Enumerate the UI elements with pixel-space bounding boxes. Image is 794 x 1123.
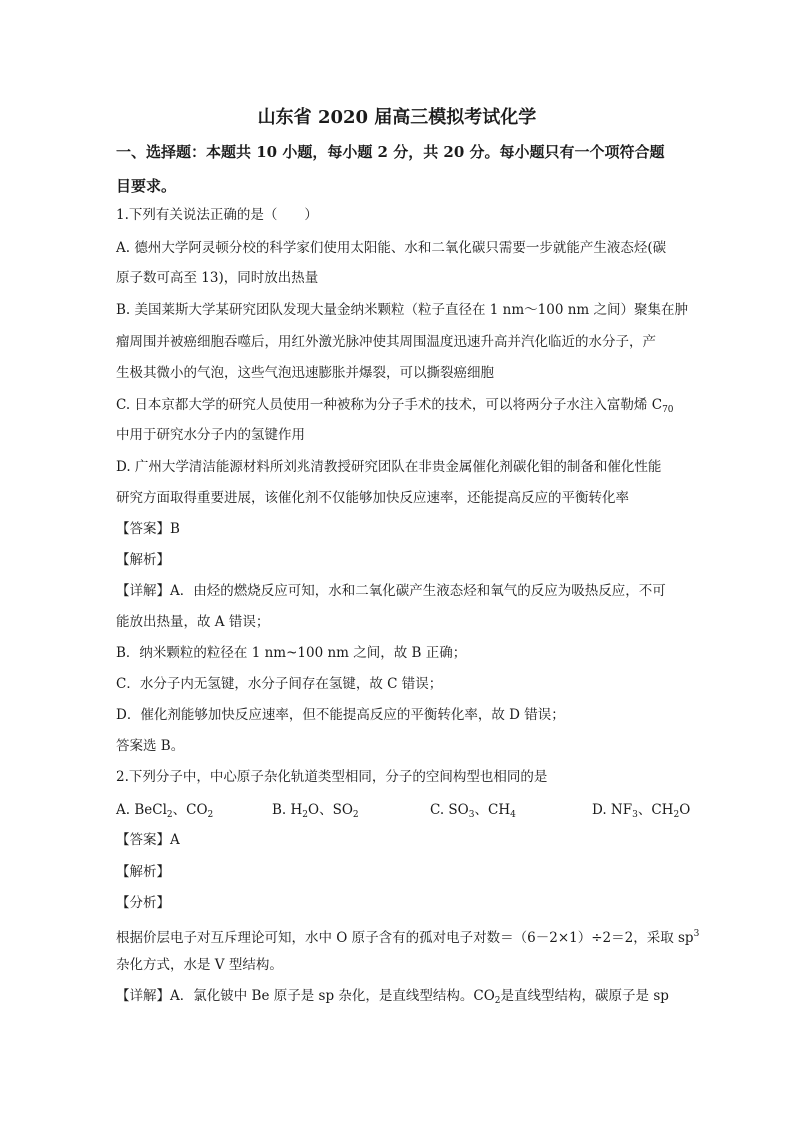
q2-fenxi-heading: 【分析】 <box>116 895 170 911</box>
q1-option-b-line1: B. 美国莱斯大学某研究团队发现大量金纳米颗粒（粒子直径在 1 nm～100 nm 之间）聚集在肿 <box>116 302 689 318</box>
q2-text-line1: 根据价层电子对互斥理论可知，水中 O 原子含有的孤对电子对数＝（6－2×1）÷2＝2，采取 $sp^3$ <box>116 929 700 946</box>
q1-option-c-line1 <box>116 395 682 420</box>
q1-option-a-line1: A. 德州大学阿灵顿分校的科学家们使用太阳能、水和二氧化碳只需要一步就能产生液态烃(碳 <box>116 240 667 256</box>
q1-analysis-heading: 【解析】 <box>116 552 170 568</box>
q1-conclusion: 答案选 B。 <box>116 738 185 754</box>
q2-stem: 2.下列分子中，中心原子杂化轨道类型相同，分子的空间构型也相同的是 <box>116 769 548 785</box>
q1-option-c-text: C. 日本京都大学的研究人员使用一种被称为分子手术的技术，可以将两分子水注入富勒烯 C <box>116 397 663 413</box>
q1-detail-line5: D．催化剂能够加快反应速率，但不能提高反应的平衡转化率，故 D 错误； <box>116 707 565 723</box>
q2-option-a: A. BeCl$_2$、$CO_2$ <box>116 802 214 820</box>
q1-option-d-line2: 研究方面取得重要进展，该催化剂不仅能够加快反应速率，还能提高反应的平衡转化率 <box>116 490 629 506</box>
q1-option-c-line2: 中用于研究水分子内的氢键作用 <box>116 427 305 443</box>
q1-detail-line2: 能放出热量，故 A 错误； <box>116 614 270 630</box>
q2-detail-line1: 【详解】A．氯化铍中 Be 原子是 sp 杂化，是直线型结构。$CO_2$是直线型结构，碳原子是 sp <box>116 988 669 1006</box>
q1-option-d-line1: D. 广州大学清洁能源材料所刘兆清教授研究团队在非贵金属催化剂碳化钼的制备和催化性能 <box>116 459 662 475</box>
q1-option-c-subscript: 70 <box>662 405 674 415</box>
document-title: 山东省 2020 届高三模拟考试化学 <box>257 107 537 128</box>
q1-option-a-line2: 原子数可高至 13)，同时放出热量 <box>116 270 319 286</box>
q1-option-b-line3: 生极其微小的气泡，这些气泡迅速膨胀并爆裂，可以撕裂癌细胞 <box>116 365 494 381</box>
q1-detail-line3: B．纳米颗粒的粒径在 1 nm~100 nm 之间，故 B 正确； <box>116 645 467 661</box>
q2-text-line2: 杂化方式，水是 V 型结构。 <box>116 957 283 973</box>
q1-detail-line1: 【详解】A．由烃的燃烧反应可知，水和二氧化碳产生液态烃和氧气的反应为吸热反应，不可 <box>116 583 666 599</box>
q1-option-b-line2: 瘤周围并被癌细胞吞噬后，用红外激光脉冲使其周围温度迅速升高并汽化临近的水分子，产 <box>116 334 656 350</box>
q2-analysis-heading: 【解析】 <box>116 864 170 880</box>
section-heading-line2: 目要求。 <box>116 177 177 195</box>
q1-stem: 1.下列有关说法正确的是（ ） <box>116 207 318 223</box>
q2-option-c: C. $SO_3$、$CH_4$ <box>430 802 516 820</box>
section-heading-line1: 一、选择题：本题共 10 小题，每小题 2 分，共 20 分。每小题只有一个项符合题 <box>116 143 665 161</box>
q1-answer: 【答案】B <box>116 521 180 537</box>
q2-option-b: B. $H_2O$、$SO_2$ <box>272 802 359 820</box>
q2-superscript: 3 <box>693 929 700 939</box>
q2-option-d: D. $NF_3$、$CH_2O$ <box>592 802 691 820</box>
q1-detail-line4: C．水分子内无氢键，水分子间存在氢键，故 C 错误； <box>116 676 443 692</box>
q2-answer: 【答案】A <box>116 832 180 848</box>
